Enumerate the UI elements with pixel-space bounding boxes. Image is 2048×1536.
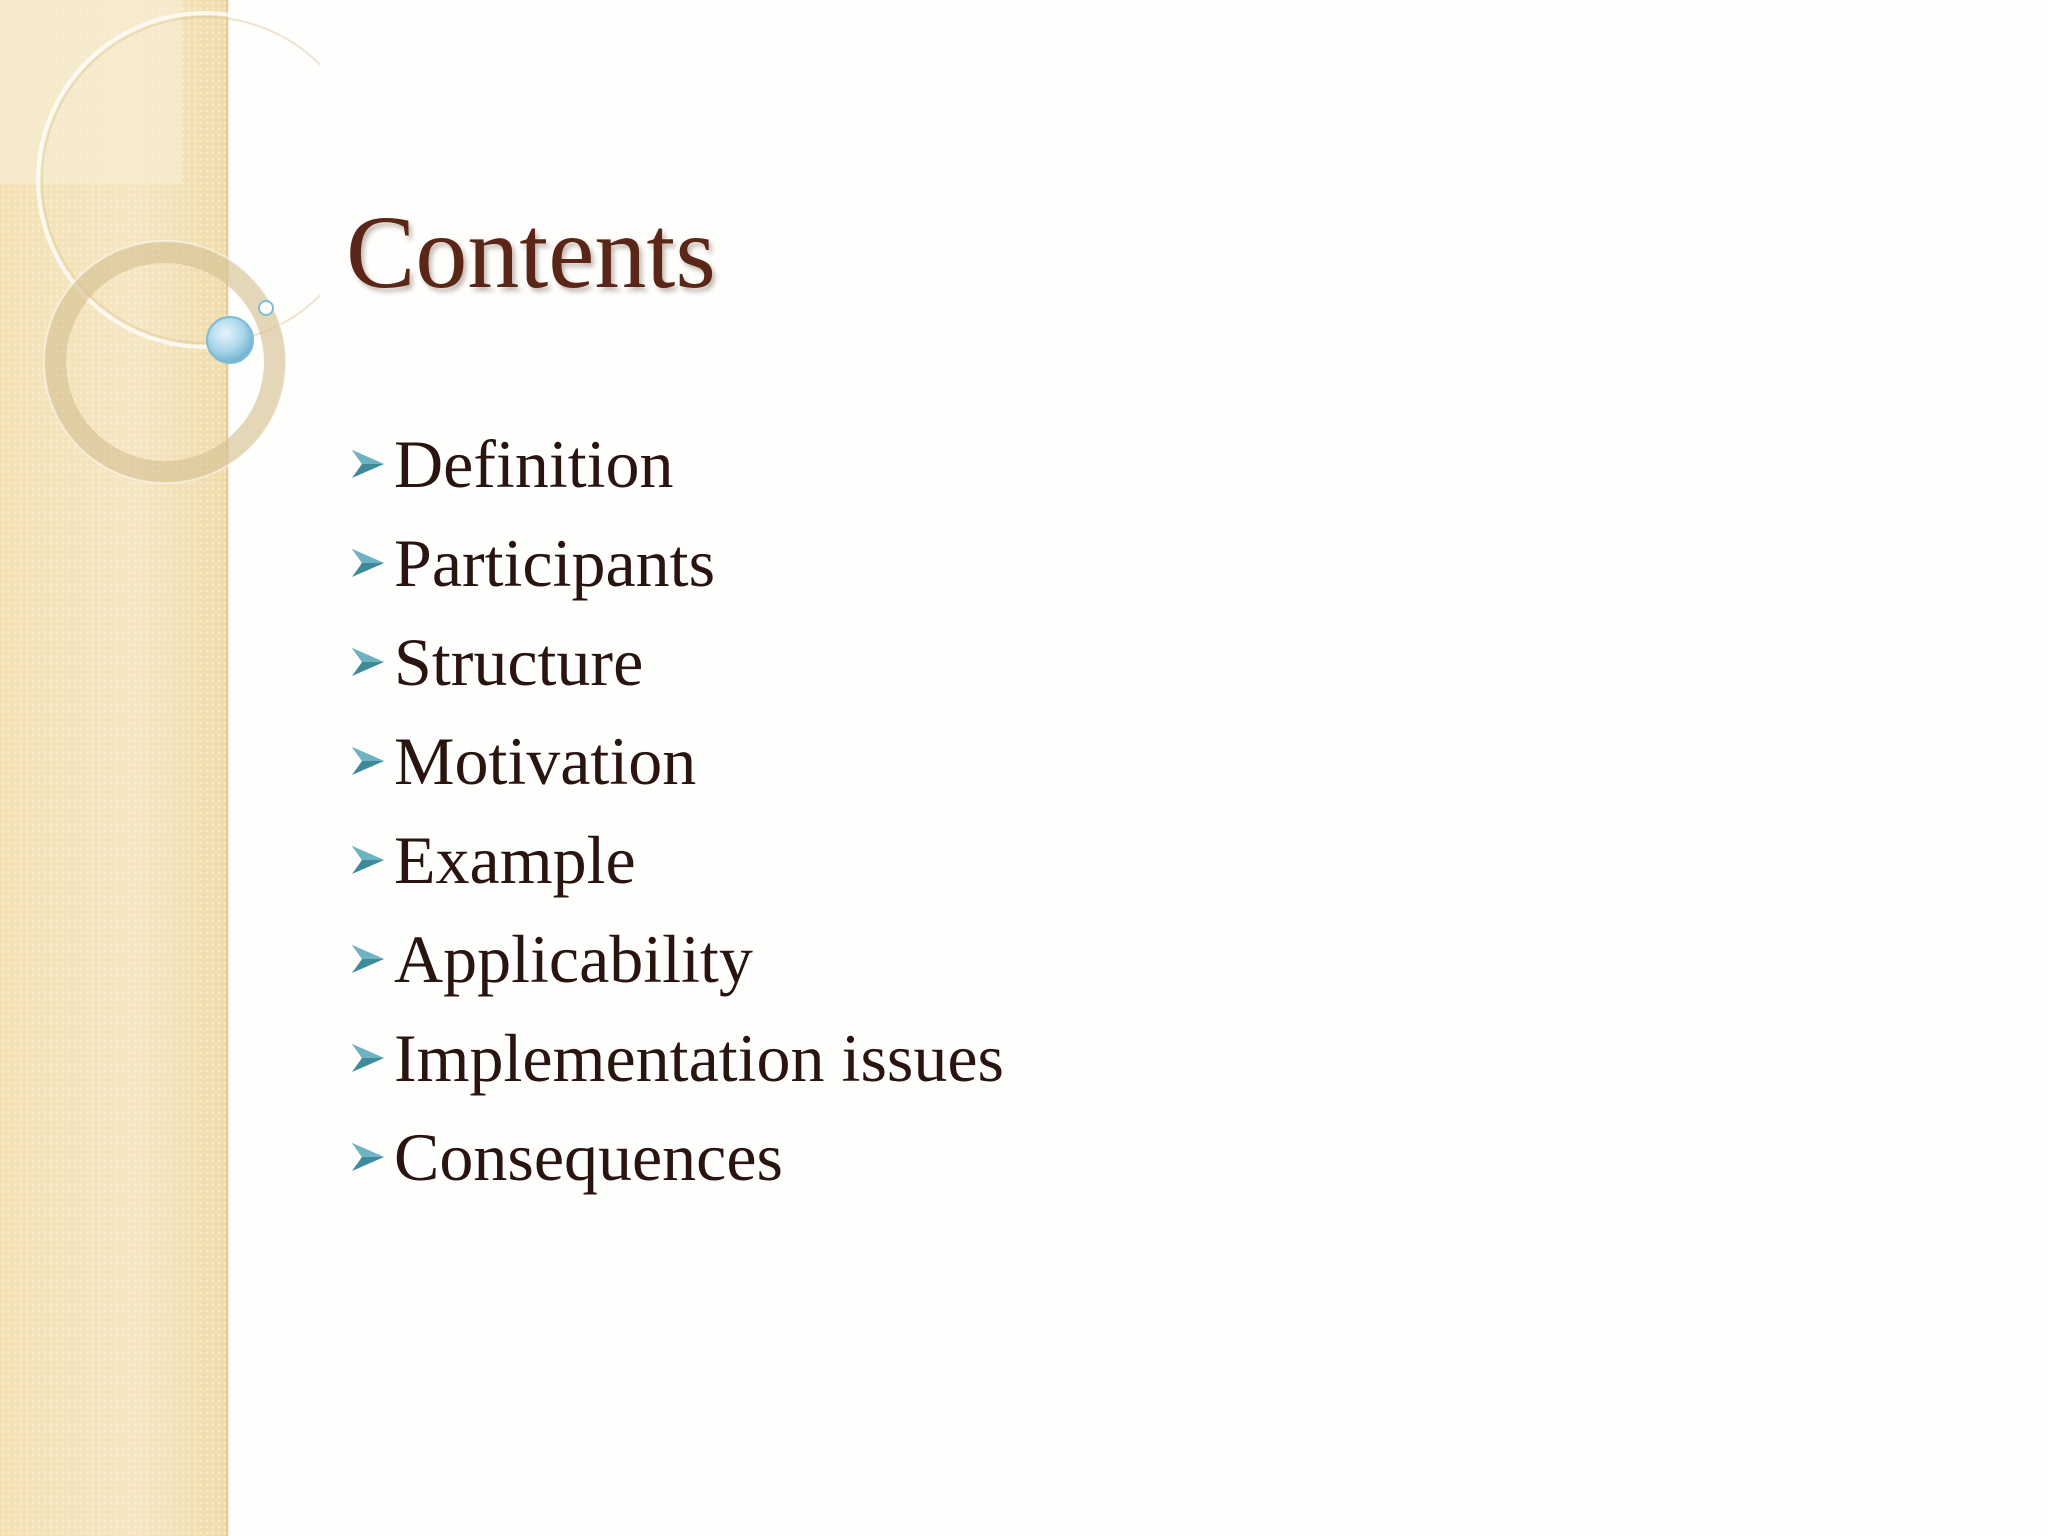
list-item-label: Example: [394, 821, 636, 898]
list-item-label: Participants: [394, 524, 716, 601]
list-item-example: [350, 810, 1004, 909]
arrowhead-bullet-icon: [350, 444, 386, 484]
list-item-definition: [350, 414, 1004, 513]
list-item-label: Implementation issues: [394, 1019, 1005, 1096]
arrowhead-bullet-icon: [350, 840, 386, 880]
arrowhead-bullet-icon: [350, 1137, 386, 1177]
list-item-label: Applicability: [394, 920, 753, 997]
large-bubble: [207, 317, 253, 363]
list-item-label: Motivation: [394, 722, 697, 799]
list-item-label: Consequences: [394, 1118, 784, 1195]
contents-list: [350, 414, 1004, 1206]
decorative-rings: [0, 0, 320, 520]
list-item-consequences: [350, 1107, 1004, 1206]
list-item-applicability: [350, 909, 1004, 1008]
list-item-motivation: [350, 711, 1004, 810]
thick-ring: [55, 252, 275, 472]
arrowhead-bullet-icon: [350, 741, 386, 781]
arrowhead-bullet-icon: [350, 642, 386, 682]
list-item-label: Definition: [394, 425, 674, 502]
arrowhead-bullet-icon: [350, 1038, 386, 1078]
arrowhead-bullet-icon: [350, 543, 386, 583]
arrowhead-bullet-icon: [350, 939, 386, 979]
list-item-implementation-issues: [350, 1008, 1004, 1107]
slide-title: Contents: [346, 195, 716, 310]
list-item-participants: [350, 513, 1004, 612]
list-item-structure: [350, 612, 1004, 711]
corner-panel: [0, 0, 182, 184]
list-item-label: Structure: [394, 623, 644, 700]
small-bubble: [259, 301, 273, 315]
